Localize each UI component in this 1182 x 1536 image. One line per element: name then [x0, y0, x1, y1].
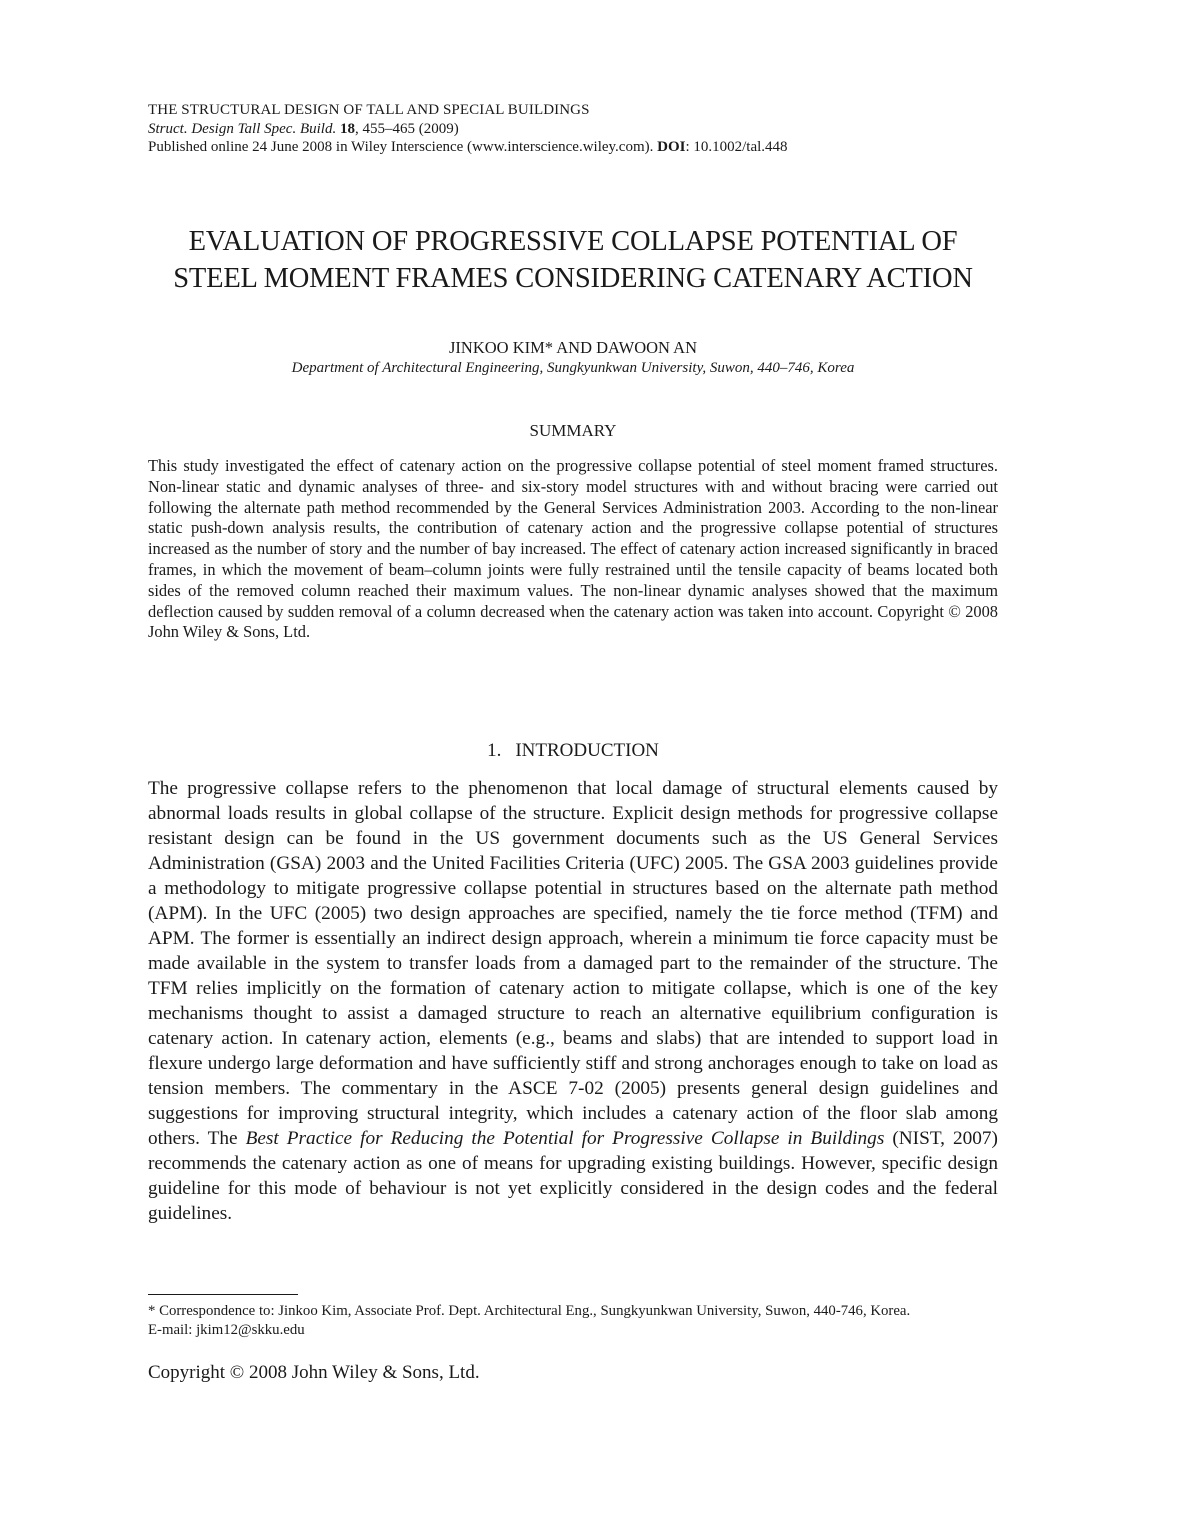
journal-header — [148, 101, 998, 157]
introduction-paragraph — [148, 776, 998, 1226]
footnote-correspondence: * Correspondence to: Jinkoo Kim, Associate Prof. Dept. Architectural Eng., Sungkyunkwan University, Suwon, 440-746, Korea. — [148, 1303, 911, 1319]
doi-value: : 10.1002/tal.448 — [685, 139, 788, 155]
intro-text-italic-title: Best Practice for Reducing the Potential for Progressive Collapse in Buildings — [245, 1128, 885, 1149]
citation-volume: 18 — [339, 120, 355, 137]
affiliation: Department of Architectural Engineering, Sungkyunkwan University, Suwon, 440–746, Korea — [291, 360, 855, 376]
published-text: Published online 24 June 2008 in Wiley Interscience (www.interscience.wiley.com). — [148, 139, 654, 155]
section-heading-introduction — [148, 740, 998, 762]
summary-heading: SUMMARY — [529, 421, 617, 440]
paper-title — [138, 224, 1008, 297]
section-title: INTRODUCTION — [515, 740, 659, 761]
published-line — [148, 138, 998, 157]
footnote-email: E-mail: jkim12@skku.edu — [148, 1321, 305, 1338]
section-number: 1. — [487, 740, 502, 761]
authors: JINKOO KIM* AND DAWOON AN — [449, 338, 697, 357]
footnote — [148, 1302, 998, 1339]
journal-name: THE STRUCTURAL DESIGN OF TALL AND SPECIAL BUILDINGS — [148, 102, 590, 118]
copyright-notice: Copyright © 2008 John Wiley & Sons, Ltd. — [148, 1362, 480, 1383]
summary-text: This study investigated the effect of catenary action on the progressive collapse potential of steel moment framed structures. Non-linear static and dynamic analyses of three- and six-story model structures with and without bracing were carried out following the alternate path method recommended by the General Services Administration 2003. According to the non-linear static push-down analysis results, the contribution of catenary action and the progressive collapse potential of structures increased as the number of story and the number of bay increased. The effect of catenary action increased significantly in braced frames, in which the movement of beam–column joints were fully restrained until the tensile capacity of beams located both sides of the removed column reached their maximum values. The non-linear dynamic analyses showed that the maximum deflection caused by sudden removal of a column decreased when the catenary action was taken into account. Copyright © 2008 John Wiley & Sons, Ltd. — [148, 456, 998, 642]
citation-abbrev: Struct. Design Tall Spec. Build. — [148, 120, 337, 137]
intro-text-part-1: The progressive collapse refers to the phenomenon that local damage of structural elements caused by abnormal loads results in global collapse of the structure. Explicit design methods for progressive collapse resistant design can be found in the US government documents such as the US General Services Administration (GSA) 2003 and the United Facilities Criteria (UFC) 2005. The GSA 2003 guidelines provide a methodology to mitigate progressive collapse potential in structures based on the alternate path method (APM). In the UFC (2005) two design approaches are specified, namely the tie force method (TFM) and APM. The former is essentially an indirect design approach, wherein a minimum tie force capacity must be made available in the system to transfer loads from a damaged part to the remainder of the structure. The TFM relies implicitly on the formation of catenary action to mitigate collapse, which is one of the key mechanisms thought to assist a damaged structure to reach an alternative equilibrium configuration is catenary action. In catenary action, elements (e.g., beams and slabs) that are intended to support load in flexure undergo large deformation and have sufficiently stiff and strong anchorages enough to take on load as tension members. The commentary in the ASCE 7-02 (2005) presents general design guidelines and suggestions for improving structural integrity, which includes a catenary action of the floor slab among others. The — [148, 778, 998, 1149]
citation-line — [148, 120, 998, 139]
paper-page — [148, 0, 998, 1536]
citation-pages: , 455–465 (2009) — [354, 120, 459, 137]
footnote-rule — [148, 1294, 298, 1295]
doi-label: DOI — [657, 139, 686, 155]
title-line-2: STEEL MOMENT FRAMES CONSIDERING CATENARY ACTION — [173, 262, 973, 294]
title-line-1: EVALUATION OF PROGRESSIVE COLLAPSE POTENTIAL OF — [188, 226, 958, 257]
intro-text-part-2: (NIST, 2007) recommends the catenary action as one of means for upgrading existing buildings. However, specific design guideline for this mode of behaviour is not yet explicitly considered in the design codes and the federal guidelines. — [148, 1128, 998, 1224]
